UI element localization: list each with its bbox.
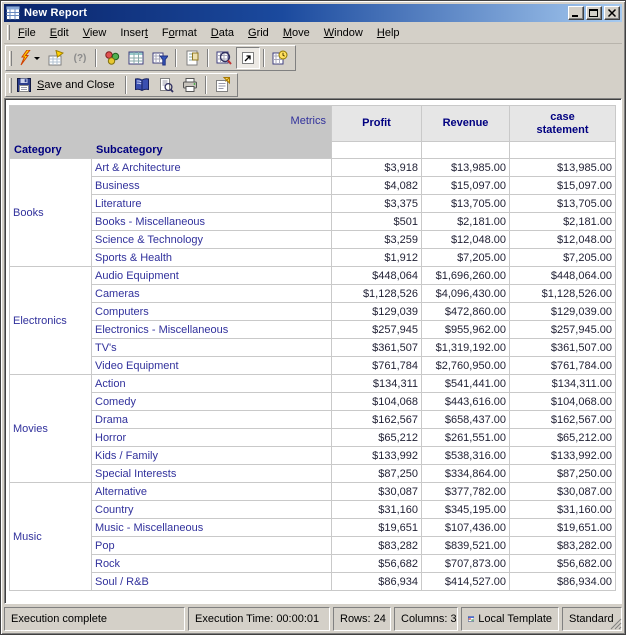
subcategory-cell[interactable]: Soul / R&B (92, 573, 332, 591)
blank-header-cell (510, 142, 616, 159)
status-template-text: Local Template (478, 613, 552, 625)
grid-row (10, 213, 616, 231)
menu-item-grid[interactable]: Grid (248, 26, 269, 39)
subcategory-cell[interactable]: Pop (92, 537, 332, 555)
category-cell[interactable]: Books (10, 159, 92, 267)
grid-row (10, 429, 616, 447)
metric-value-cell: $19,651 (332, 519, 422, 537)
toolbar-separator (207, 49, 209, 67)
metric-value-cell: $501 (332, 213, 422, 231)
subcategory-cell[interactable]: Rock (92, 555, 332, 573)
menu-item-window[interactable]: Window (323, 26, 363, 39)
metric-value-cell: $83,282 (332, 537, 422, 555)
grid-row (10, 375, 616, 393)
metric-value-cell: $15,097.00 (510, 177, 616, 195)
metric-value-cell: $13,985.00 (422, 159, 510, 177)
subcategory-axis-header[interactable]: Subcategory (96, 144, 163, 156)
menu-item-help[interactable]: Help (376, 26, 400, 39)
metric-value-cell: $4,082 (332, 177, 422, 195)
grid-view-button[interactable] (124, 47, 148, 69)
metric-value-cell: $86,934 (332, 573, 422, 591)
metric-value-cell: $448,064 (332, 267, 422, 285)
subcategory-cell[interactable]: Business (92, 177, 332, 195)
subcategory-cell[interactable]: Cameras (92, 285, 332, 303)
metric-value-cell: $129,039.00 (510, 303, 616, 321)
status-time-panel (188, 607, 330, 631)
subcategory-cell[interactable]: Drama (92, 411, 332, 429)
metric-value-cell: $538,316.00 (422, 447, 510, 465)
resize-grip-icon[interactable] (609, 617, 622, 630)
metric-value-cell: $448,064.00 (510, 267, 616, 285)
grid-row (10, 339, 616, 357)
metric-value-cell: $345,195.00 (422, 501, 510, 519)
metric-value-cell: $56,682 (332, 555, 422, 573)
grid-row (10, 393, 616, 411)
design-view-icon (48, 50, 64, 66)
toolbar-separator (95, 49, 97, 67)
status-template-panel (461, 607, 559, 631)
main-toolbar (5, 45, 296, 71)
metric-value-cell: $377,782.00 (422, 483, 510, 501)
metric-value-cell: $31,160 (332, 501, 422, 519)
subcategory-cell[interactable]: TV's (92, 339, 332, 357)
menu-item-file[interactable]: File (18, 26, 36, 39)
grid-row (10, 267, 616, 285)
contents-button[interactable] (130, 74, 154, 96)
grid-row (10, 573, 616, 591)
status-time-text: Execution Time: 00:00:01 (195, 613, 320, 625)
metric-value-cell: $361,507.00 (510, 339, 616, 357)
window-title: New Report (24, 7, 88, 19)
close-icon (606, 8, 618, 18)
metric-value-cell: $257,945 (332, 321, 422, 339)
grid-row (10, 177, 616, 195)
status-mode-text: Standard (569, 613, 614, 625)
metric-value-cell: $3,259 (332, 231, 422, 249)
status-bar (4, 604, 622, 631)
save-and-close-button[interactable] (13, 74, 122, 96)
local-template-icon (468, 612, 474, 626)
blank-header-cell (332, 142, 422, 159)
grid-row (10, 249, 616, 267)
blank-header-cell (422, 142, 510, 159)
run-dropdown-arrow-icon[interactable] (34, 57, 40, 60)
metric-value-cell: $2,181.00 (422, 213, 510, 231)
status-columns-text: Columns: 3 (401, 613, 457, 625)
print-button[interactable] (178, 74, 202, 96)
save-and-close-label: Save and Close (37, 79, 115, 91)
metric-value-cell: $87,250.00 (510, 465, 616, 483)
metric-value-cell: $257,945.00 (510, 321, 616, 339)
metric-value-cell: $955,962.00 (422, 321, 510, 339)
status-rows-panel (333, 607, 391, 631)
metric-value-cell: $4,096,430.00 (422, 285, 510, 303)
grid-row (10, 231, 616, 249)
grid-row (10, 303, 616, 321)
menu-gripper[interactable] (7, 25, 10, 40)
page-by-icon (184, 50, 200, 66)
metric-value-cell: $56,682.00 (510, 555, 616, 573)
report-grid-icon (6, 6, 20, 20)
metric-value-cell: $19,651.00 (510, 519, 616, 537)
metric-value-cell: $13,705.00 (422, 195, 510, 213)
subcategory-cell[interactable]: Sports & Health (92, 249, 332, 267)
zoom-button[interactable] (212, 47, 236, 69)
grid-row (10, 465, 616, 483)
metric-value-cell: $1,128,526 (332, 285, 422, 303)
metric-value-cell: $83,282.00 (510, 537, 616, 555)
status-execution-text: Execution complete (11, 613, 107, 625)
grid-row (10, 519, 616, 537)
status-rows-text: Rows: 24 (340, 613, 386, 625)
menu-item-edit[interactable]: Edit (49, 26, 69, 39)
metric-value-cell: $104,068.00 (510, 393, 616, 411)
maximize-button[interactable] (586, 6, 602, 20)
grid-row (10, 357, 616, 375)
metric-value-cell: $65,212 (332, 429, 422, 447)
metric-header-row-tr (10, 106, 616, 142)
properties-button[interactable] (210, 74, 234, 96)
shortcut-icon (240, 50, 256, 66)
toolbar-separator (263, 49, 265, 67)
help-icon: (?) (73, 52, 87, 64)
grid-data-button[interactable] (100, 47, 124, 69)
metric-value-cell: $1,912 (332, 249, 422, 267)
schedule-button[interactable] (268, 47, 292, 69)
close-button[interactable] (604, 6, 620, 20)
subcategory-cell[interactable]: Horror (92, 429, 332, 447)
toolbar-gripper[interactable] (9, 51, 12, 66)
report-toolbar (5, 73, 238, 97)
menu-item-view[interactable]: View (82, 26, 107, 39)
run-report-button[interactable] (13, 47, 44, 69)
schedule-icon (272, 50, 288, 66)
subcategory-cell[interactable]: Science & Technology (92, 231, 332, 249)
metric-header[interactable]: case statement (510, 106, 616, 142)
zoom-icon (216, 50, 232, 66)
subcategory-cell[interactable]: Books - Miscellaneous (92, 213, 332, 231)
toolbar-separator (205, 76, 207, 94)
metric-value-cell: $261,551.00 (422, 429, 510, 447)
metric-value-cell: $761,784.00 (510, 357, 616, 375)
metric-value-cell: $2,181.00 (510, 213, 616, 231)
metric-value-cell: $107,436.00 (422, 519, 510, 537)
grid-row (10, 447, 616, 465)
metric-value-cell: $839,521.00 (422, 537, 510, 555)
subcategory-cell[interactable]: Comedy (92, 393, 332, 411)
view-filter-button[interactable] (148, 47, 172, 69)
grid-row (10, 159, 616, 177)
metric-value-cell: $162,567 (332, 411, 422, 429)
help-button[interactable] (68, 47, 92, 69)
minimize-icon (570, 8, 582, 18)
report-grid (9, 105, 616, 591)
grid-row (10, 555, 616, 573)
metric-value-cell: $134,311 (332, 375, 422, 393)
subcategory-cell[interactable]: Video Equipment (92, 357, 332, 375)
metrics-axis-label[interactable]: Metrics (290, 115, 326, 127)
menu-item-move[interactable]: Move (282, 26, 310, 39)
page-by-button[interactable] (180, 47, 204, 69)
metric-value-cell: $162,567.00 (510, 411, 616, 429)
metric-value-cell: $13,985.00 (510, 159, 616, 177)
maximize-icon (588, 8, 600, 18)
design-view-button[interactable] (44, 47, 68, 69)
grid-row (10, 483, 616, 501)
main-toolbar-row (4, 44, 622, 72)
subcategory-cell[interactable]: Special Interests (92, 465, 332, 483)
menu-item-data[interactable]: Data (210, 26, 235, 39)
category-axis-header[interactable]: Category (14, 144, 62, 156)
metric-value-cell: $86,934.00 (510, 573, 616, 591)
metric-value-cell: $761,784 (332, 357, 422, 375)
toolbar-separator (175, 49, 177, 67)
grid-data-icon (104, 50, 120, 66)
metric-value-cell: $30,087 (332, 483, 422, 501)
metric-value-cell: $133,992 (332, 447, 422, 465)
metric-value-cell: $87,250 (332, 465, 422, 483)
metric-value-cell: $658,437.00 (422, 411, 510, 429)
menu-bar (4, 22, 622, 44)
report-view (4, 98, 622, 604)
run-report-icon (17, 50, 33, 66)
subcategory-cell[interactable]: Kids / Family (92, 447, 332, 465)
subcategory-cell[interactable]: Art & Architecture (92, 159, 332, 177)
toolbar-separator (125, 76, 127, 94)
status-columns-panel (394, 607, 458, 631)
menu-item-format[interactable]: Format (161, 26, 197, 39)
metric-value-cell: $541,441.00 (422, 375, 510, 393)
report-grid-body (10, 159, 616, 591)
subcategory-cell[interactable]: Audio Equipment (92, 267, 332, 285)
print-icon (182, 77, 198, 93)
view-filter-icon (152, 50, 168, 66)
metric-value-cell: $12,048.00 (510, 231, 616, 249)
subcategory-cell[interactable]: Alternative (92, 483, 332, 501)
grid-corner-header[interactable] (10, 106, 332, 159)
minimize-button[interactable] (568, 6, 584, 20)
metric-value-cell: $1,319,192.00 (422, 339, 510, 357)
subcategory-cell[interactable]: Action (92, 375, 332, 393)
metric-value-cell: $361,507 (332, 339, 422, 357)
metric-value-cell: $129,039 (332, 303, 422, 321)
metric-value-cell: $414,527.00 (422, 573, 510, 591)
metric-value-cell: $12,048.00 (422, 231, 510, 249)
metric-header[interactable]: Profit (332, 106, 422, 142)
print-preview-icon (158, 77, 174, 93)
menu-item-insert[interactable]: Insert (120, 26, 148, 39)
toolbar-gripper[interactable] (9, 78, 12, 93)
metric-value-cell: $1,696,260.00 (422, 267, 510, 285)
subcategory-cell[interactable]: Computers (92, 303, 332, 321)
subcategory-cell[interactable]: Music - Miscellaneous (92, 519, 332, 537)
metric-value-cell: $3,918 (332, 159, 422, 177)
metric-value-cell: $31,160.00 (510, 501, 616, 519)
report-toolbar-row (4, 72, 622, 98)
metric-value-cell: $2,760,950.00 (422, 357, 510, 375)
metric-value-cell: $133,992.00 (510, 447, 616, 465)
category-cell[interactable]: Movies (10, 375, 92, 483)
metric-value-cell: $334,864.00 (422, 465, 510, 483)
metric-header[interactable]: Revenue (422, 106, 510, 142)
metric-value-cell: $7,205.00 (422, 249, 510, 267)
metric-value-cell: $472,860.00 (422, 303, 510, 321)
grid-row (10, 411, 616, 429)
grid-row (10, 195, 616, 213)
grid-row (10, 501, 616, 519)
grid-row (10, 537, 616, 555)
category-cell[interactable]: Music (10, 483, 92, 591)
save-icon (16, 77, 32, 93)
title-bar[interactable] (4, 4, 622, 22)
subcategory-cell[interactable]: Electronics - Miscellaneous (92, 321, 332, 339)
metric-value-cell: $15,097.00 (422, 177, 510, 195)
grid-row (10, 321, 616, 339)
metric-value-cell: $30,087.00 (510, 483, 616, 501)
metric-value-cell: $443,616.00 (422, 393, 510, 411)
contents-icon (134, 77, 150, 93)
category-cell[interactable]: Electronics (10, 267, 92, 375)
grid-row (10, 285, 616, 303)
shortcut-button[interactable] (236, 47, 260, 69)
print-preview-button[interactable] (154, 74, 178, 96)
subcategory-cell[interactable]: Country (92, 501, 332, 519)
metric-value-cell: $1,128,526.00 (510, 285, 616, 303)
status-execution-panel (4, 607, 185, 631)
metric-value-cell: $707,873.00 (422, 555, 510, 573)
metric-value-cell: $65,212.00 (510, 429, 616, 447)
subcategory-cell[interactable]: Literature (92, 195, 332, 213)
metric-value-cell: $7,205.00 (510, 249, 616, 267)
metric-value-cell: $134,311.00 (510, 375, 616, 393)
grid-view-icon (128, 50, 144, 66)
metric-value-cell: $3,375 (332, 195, 422, 213)
metric-value-cell: $104,068 (332, 393, 422, 411)
properties-icon (214, 77, 230, 93)
metric-value-cell: $13,705.00 (510, 195, 616, 213)
